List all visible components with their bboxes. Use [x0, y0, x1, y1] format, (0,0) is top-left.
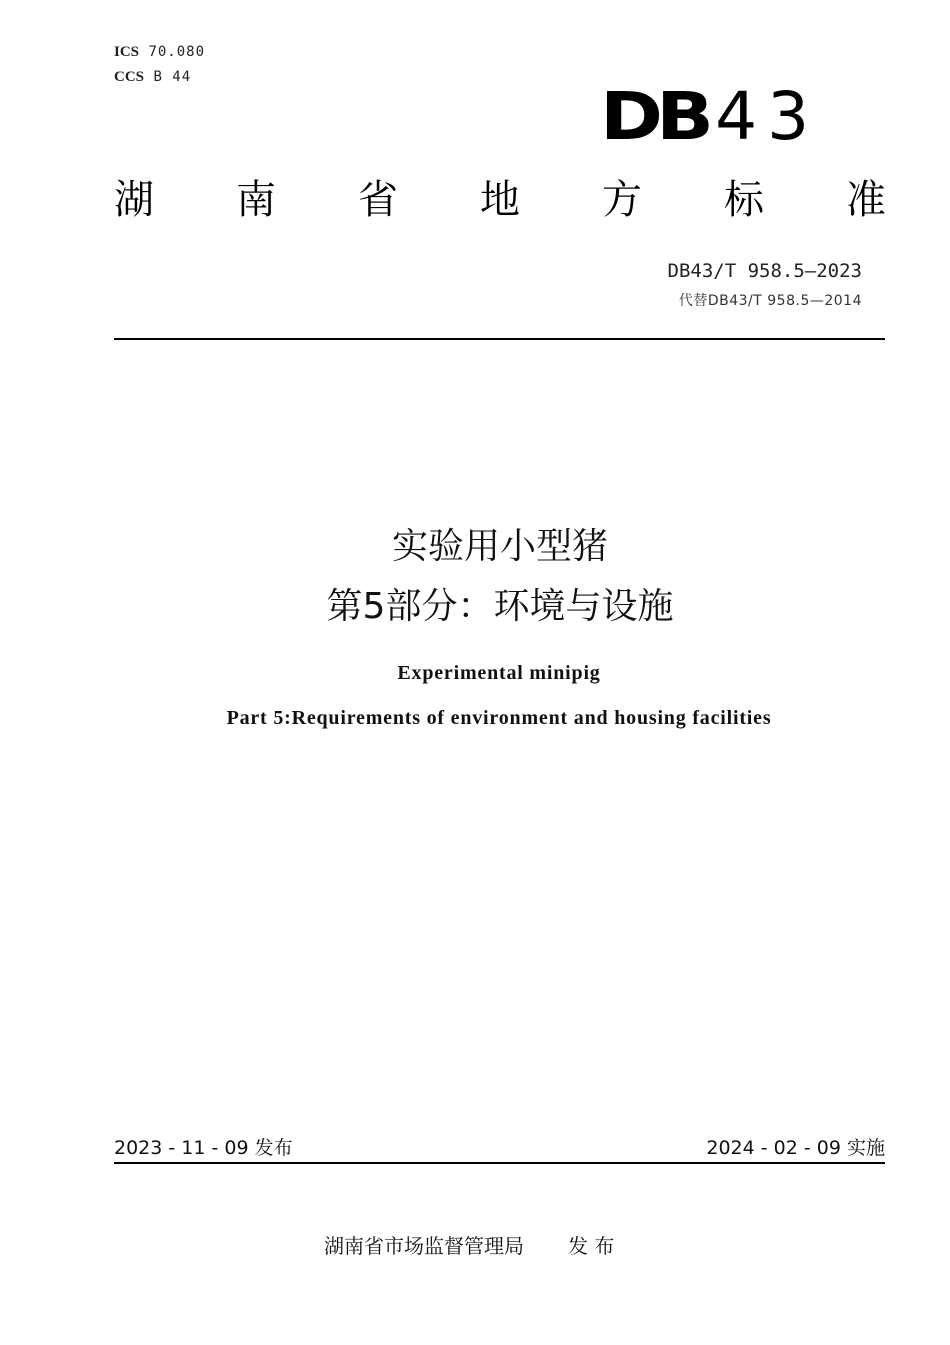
issue-date: 2023 - 11 - 09 发布 — [114, 1137, 293, 1159]
db43-logo — [600, 78, 820, 155]
title-english-part: Part 5:Requirements of environment and housing facilities — [226, 707, 772, 729]
title-chinese-part: 第5部分：环境与设施 — [326, 586, 674, 627]
top-divider — [114, 338, 885, 340]
standard-type-char: 湖 — [114, 177, 154, 223]
db-logo-mark: DB — [600, 78, 708, 155]
ics-label: ICS — [114, 44, 140, 60]
ccs-value: B 44 — [153, 69, 192, 85]
title-chinese-main: 实验用小型猪 — [391, 526, 608, 567]
db-logo-number: 43 — [715, 78, 820, 155]
ics-value: 70.080 — [148, 44, 206, 60]
standard-type-char: 准 — [846, 177, 886, 223]
implementation-date: 2024 - 02 - 09 实施 — [706, 1137, 885, 1159]
bottom-divider — [114, 1162, 885, 1164]
standard-type-char: 南 — [236, 177, 276, 223]
ccs-label: CCS — [114, 69, 145, 85]
replaces-standard: 代替DB43/T 958.5—2014 — [678, 293, 862, 309]
title-english-main: Experimental minipig — [397, 662, 601, 684]
standard-type-char: 地 — [480, 177, 520, 223]
standard-number: DB43/T 958.5—2023 — [667, 260, 862, 282]
standard-type-heading — [114, 177, 886, 223]
issuer-name: 湖南省市场监督管理局 — [324, 1234, 524, 1258]
issuer-line — [324, 1230, 614, 1259]
standard-type-char: 标 — [724, 177, 764, 223]
ccs-code — [114, 69, 191, 86]
ics-code — [114, 44, 205, 61]
issuer-action: 发 布 — [568, 1234, 615, 1258]
standard-type-char: 省 — [358, 177, 398, 223]
standard-type-char: 方 — [602, 177, 642, 223]
